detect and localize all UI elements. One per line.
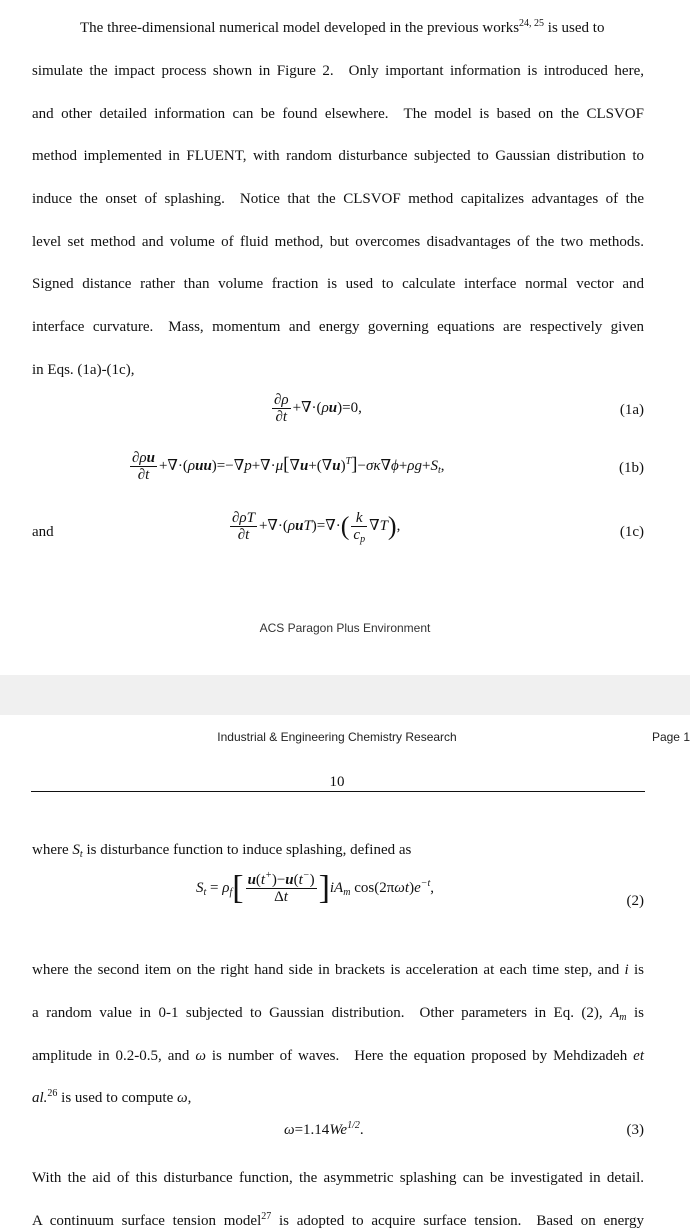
page-footer: ACS Paragon Plus Environment <box>259 621 431 635</box>
equation-number: (1c) <box>619 524 644 540</box>
equation-number: (1a) <box>619 402 644 418</box>
paragraph-line: level set method and volume of fluid method, but overcomes disadvantages of the two methods. <box>32 234 644 250</box>
equation-number: (2) <box>626 893 644 909</box>
paragraph-line: where $S_t$ is disturbance function to induce splashing, defined as <box>32 842 412 860</box>
paragraph-line: Signed distance rather than volume fraction is used to calculate interface normal vector and <box>32 276 644 292</box>
paragraph-line: method implemented in FLUENT, with random disturbance subjected to Gaussian distribution to <box>32 148 644 164</box>
paragraph-line: in Eqs. (1a)-(1c), <box>32 362 135 378</box>
page-separator <box>0 675 690 715</box>
equation-1b: $\frac{\partial\rho u}{\partial t}$ $+\nabla\cdot(\rho uu)=-\nabla p+\nabla\cdot\mu[\nabla u+(\nabla u)^T]-\sigma\kappa\nabla\phi+\rho g+S_t$, <box>132 450 445 483</box>
header-rule <box>31 791 645 792</box>
paragraph-line: a random value in 0-1 subjected to Gaussian distribution. Other parameters in Eq. (2), $A_m$ is <box>32 1005 644 1023</box>
paragraph-line: induce the onset of splashing. Notice that the CLSVOF method capitalizes advantages of the <box>32 191 644 207</box>
paragraph-line: and other detailed information can be found elsewhere. The model is based on the CLSVOF <box>32 106 644 122</box>
and-label: and <box>32 524 54 540</box>
equation-1a: $\frac{\partial\rho}{\partial t}$ +∇·(ρu)=0, <box>274 392 362 425</box>
equation-2: $S_t = \rho_f$[ $\frac{u(t^+)-u(t^-)}{\Delta t}$ ]$iA_m$ $\cos(2\pi\omega t)e^{-t}$, <box>196 869 435 907</box>
equation-3: $\omega=1.14We^{1/2}$. <box>284 1120 364 1138</box>
citation-ref[interactable]: 26 <box>47 1088 58 1099</box>
journal-header: Industrial & Engineering Chemistry Research <box>217 730 457 744</box>
equation-number: (1b) <box>619 460 644 476</box>
paragraph-line: where the second item on the right hand side in brackets is acceleration at each time step, and i is <box>32 962 644 978</box>
paragraph-line: With the aid of this disturbance function, the asymmetric splashing can be investigated in detail. <box>32 1170 644 1186</box>
paragraph-line: simulate the impact process shown in Figure 2. Only important information is introduced here, <box>32 63 644 79</box>
page-number: 10 <box>329 774 345 790</box>
paragraph-line: interface curvature. Mass, momentum and energy governing equations are respectively given <box>32 319 644 335</box>
page-label: Page 1 <box>651 730 690 744</box>
paragraph-line: The three-dimensional numerical model developed in the previous works$^{24, 25}$ is used to <box>80 18 605 36</box>
paragraph-line: al.$^{26}$ is used to compute ω, <box>32 1088 192 1106</box>
paragraph-line: A continuum surface tension model$^{27}$ is adopted to acquire surface tension. Based on energy <box>32 1211 644 1229</box>
citation-ref[interactable]: 24, 25 <box>519 18 545 29</box>
equation-1c: $\frac{\partial\rho T}{\partial t}$ +∇·(ρuT)=∇·( $\frac{k}{c_p}$ ∇T), <box>232 510 401 545</box>
citation-ref[interactable]: 27 <box>261 1211 272 1222</box>
equation-number: (3) <box>626 1122 644 1138</box>
paragraph-line: amplitude in 0.2-0.5, and ω is number of waves. Here the equation proposed by Mehdizadeh et <box>32 1048 644 1064</box>
page-bottom <box>0 715 690 1227</box>
